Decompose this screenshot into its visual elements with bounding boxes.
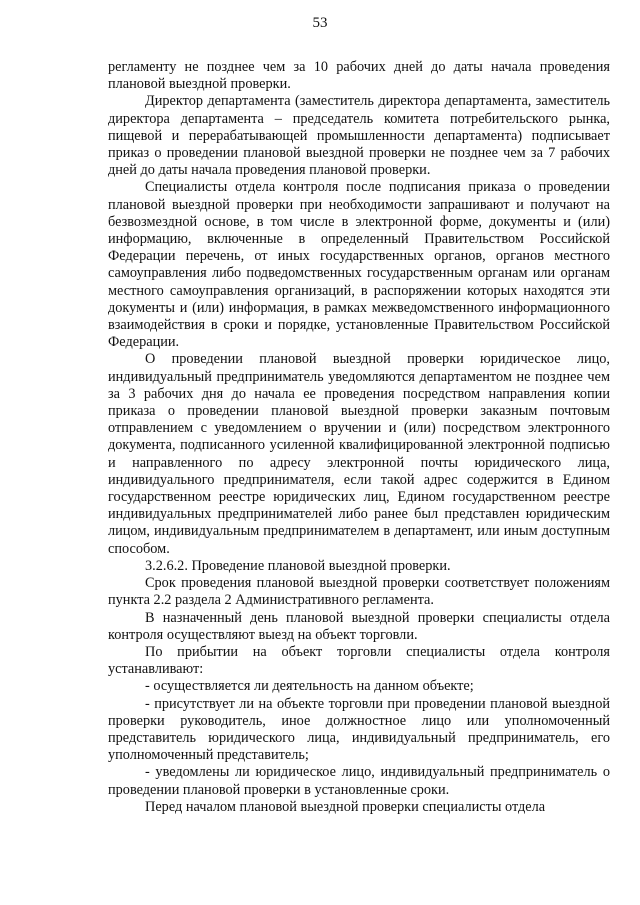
document-body xyxy=(108,59,610,816)
paragraph-departure-to-site: В назначенный день плановой выездной проверки специалисты отдела контроля осуществляют выезд на объект торговли. xyxy=(108,609,610,643)
list-item-notified-on-time: - уведомлены ли юридическое лицо, индивидуальный предприниматель о проведении плановой проверки в установленные сроки. xyxy=(108,764,610,798)
paragraph-before-inspection: Перед началом плановой выездной проверки специалисты отдела xyxy=(145,798,546,815)
paragraph-on-arrival: По прибытии на объект торговли специалисты отдела контроля устанавливают: xyxy=(108,643,610,678)
page-number: 53 xyxy=(312,15,328,31)
paragraph-deadline-continuation: регламенту не позднее чем за 10 рабочих дней до даты начала проведения плановой выездной проверки. xyxy=(108,59,610,93)
paragraph-director-signs-order: Директор департамента (заместитель директора департамента, заместитель директора департамента – председатель комитета потребительского рынка, пищевой и перерабатывающей промышленности департамента) подписывает приказ о проведении плановой выездной проверки не позднее чем за 7 рабочих дней до даты начала проведения плановой проверки. xyxy=(108,93,610,179)
section-heading-3-2-6-2: 3.2.6.2. Проведение плановой выездной проверки. xyxy=(145,557,451,574)
paragraph-notification: О проведении плановой выездной проверки юридическое лицо, индивидуальный предприниматель уведомляются департаментом не позднее чем за 3 рабочих дня до начала ее проведения посредством направления копии приказа о проведении плановой выездной проверки заказным почтовым отправлением с уведомлением о вручении и (или) посредством электронного документа, подписанного усиленной квалифицированной электронной подписью и направленного по адресу электронной почты юридического лица, индивидуального предпринимателя, если такой адрес содержится в Едином государственном реестре юридических лиц, Едином государственном реестре индивидуальных предпринимателей либо ранее был представлен юридическим лицом, индивидуальным предпринимателем в департамент, или иным доступным способом. xyxy=(108,351,610,557)
list-item-representative-present: - присутствует ли на объекте торговли при проведении плановой выездной проверки руководитель, иное должностное лицо или уполномоченный представитель юридического лица, индивидуальный предприниматель, его уполномоченный представитель; xyxy=(108,695,610,764)
list-item-activity-check: - осуществляется ли деятельность на данном объекте; xyxy=(145,678,474,695)
paragraph-interagency-requests: Специалисты отдела контроля после подписания приказа о проведении плановой выездной проверки при необходимости запрашивают и получают на безвозмездной основе, в том числе в электронной форме, документы и (или) информацию, включенные в определенный Правительством Российской Федерации перечень, от иных государственных органов, органов местного самоуправления либо подведомственных государственным органам или органам местного самоуправления организаций, в распоряжении которых находятся эти документы и (или) информация, в рамках межведомственного информационного взаимодействия в сроки и порядке, установленные Правительством Российской Федерации. xyxy=(108,179,610,351)
paragraph-inspection-term: Срок проведения плановой выездной проверки соответствует положениям пункта 2.2 раздела 2 Административного регламента. xyxy=(108,575,610,609)
